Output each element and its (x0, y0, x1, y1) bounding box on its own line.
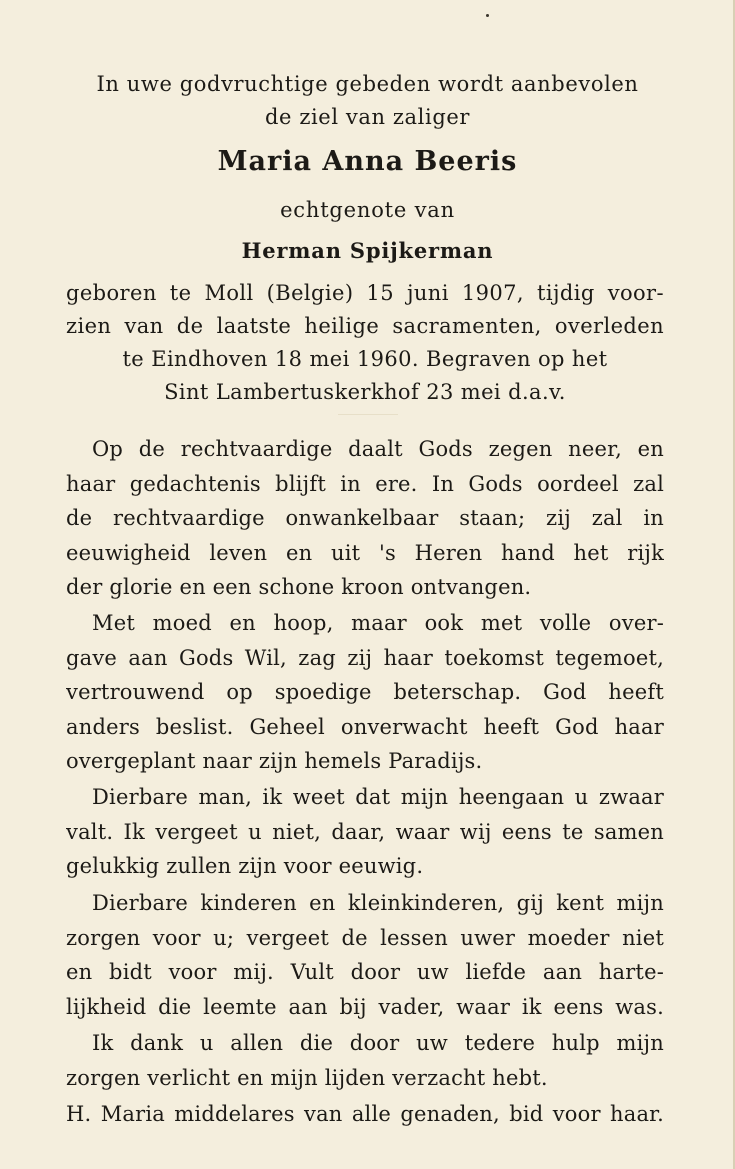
children-line: en bidt voor mij. Vult door uw liefde aan harte- (66, 960, 664, 984)
verse-line: haar gedachtenis blijft in ere. In Gods oordeel zal (66, 471, 664, 496)
relation-text: echtgenote van (280, 198, 455, 222)
thanks-line: zorgen verlicht en mijn lijden verzacht hebt. (66, 1065, 548, 1090)
thanks-line: Ik dank u allen die door uw tedere hulp mijn (92, 1031, 664, 1055)
verse-paragraph (66, 432, 664, 605)
hope-line: Met moed en hoop, maar ook met volle over- (92, 611, 664, 635)
birth-death-line: Sint Lambertuskerkhof 23 mei d.a.v. (164, 380, 566, 404)
birth-death-block (66, 277, 664, 409)
hope-paragraph (66, 606, 664, 779)
verse-line: eeuwigheid leven en uit 's Heren hand het rijk (66, 540, 664, 565)
prayer-paragraph (66, 1097, 664, 1132)
husband-paragraph (66, 780, 664, 884)
hope-line: gave aan Gods Wil, zag zij haar toekomst tegemoet, (66, 645, 664, 670)
intro-line-2: de ziel van zaliger (264, 105, 471, 129)
birth-death-line: zien van de laatste heilige sacramenten, overleden (66, 314, 664, 338)
verse-line: Op de rechtvaardige daalt Gods zegen neer, en (92, 437, 664, 461)
children-paragraph (66, 886, 664, 1024)
hope-line: anders beslist. Geheel onverwacht heeft God haar (66, 714, 664, 739)
verse-line: der glorie en een schone kroon ontvangen. (66, 575, 532, 599)
ink-speck (486, 14, 489, 17)
thanks-paragraph (66, 1026, 664, 1095)
birth-death-line: te Eindhoven 18 mei 1960. Begraven op het (122, 347, 608, 371)
children-line: zorgen voor u; vergeet de lessen uwer moeder niet (66, 925, 664, 950)
hope-line: overgeplant naar zijn hemels Paradijs. (66, 749, 483, 773)
intro-line-1: In uwe godvruchtige gebeden wordt aanbevolen (96, 72, 639, 96)
husband-line: Dierbare man, ik weet dat mijn heengaan u zwaar (92, 785, 664, 809)
hope-line: vertrouwend op spoedige beterschap. God heeft (66, 680, 664, 704)
husband-line: gelukkig zullen zijn voor eeuwig. (66, 854, 424, 878)
spouse-name: Herman Spijkerman (241, 238, 494, 263)
deceased-name: Maria Anna Beeris (217, 146, 518, 177)
children-line: lijkheid die leemte aan bij vader, waar ik eens was. (66, 994, 664, 1019)
prayer-line: H. Maria middelares van alle genaden, bid voor haar. (66, 1102, 664, 1126)
children-line: Dierbare kinderen en kleinkinderen, gij kent mijn (92, 891, 664, 915)
husband-line: valt. Ik vergeet u niet, daar, waar wij eens te samen (66, 819, 664, 844)
section-divider (338, 414, 398, 415)
verse-line: de rechtvaardige onwankelbaar staan; zij zal in (66, 506, 664, 530)
birth-death-line: geboren te Moll (Belgie) 15 juni 1907, tijdig voor- (66, 281, 664, 305)
